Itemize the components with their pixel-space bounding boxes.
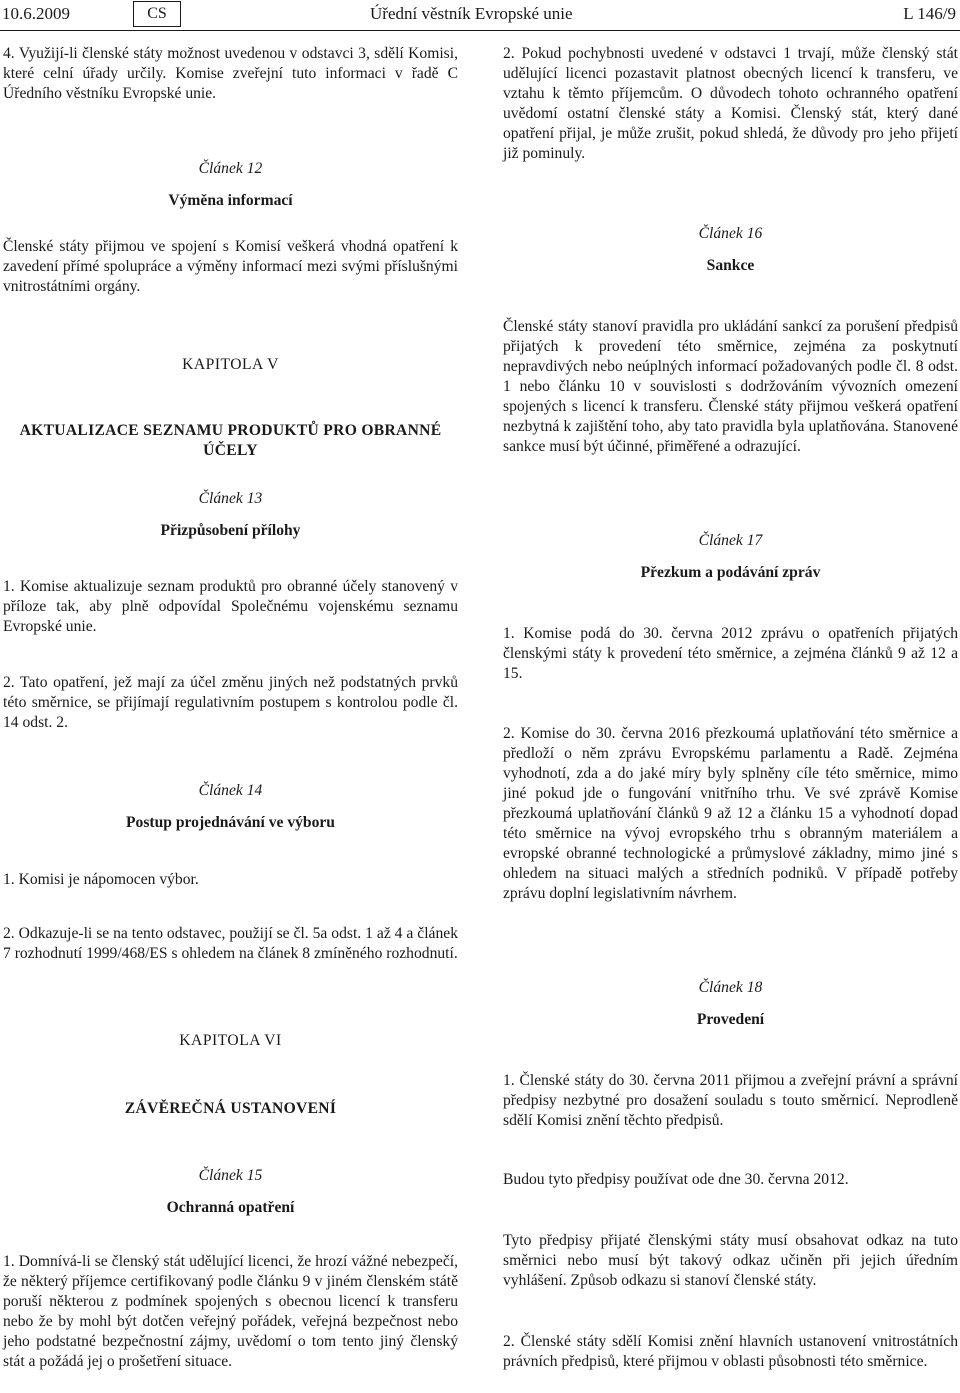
chapter-5-title: AKTUALIZACE SEZNAMU PRODUKTŮ PRO OBRANNÉ ÚČELY <box>19 422 442 459</box>
article-17-number: Článek 17 <box>698 532 763 549</box>
article-14-title: Postup projednávání ve výboru <box>126 814 335 831</box>
article-15-paragraph-2: 2. Pokud pochybnosti uvedené v odstavci 1 trvají, může členský stát udělující licenci pozastavit platnost obecných licencí k transferu, ve vztahu k těmto příjemcům. O důvodech tohoto ochranného opatření uvědomí ostatní členské státy a Komisi. Členský stát, který dané opatření přijal, je může zrušit, pokud shledá, že důvody pro jeho přijetí již pominuly. <box>503 45 958 162</box>
article-18-title: Provedení <box>696 1011 765 1028</box>
article-13-paragraph-1: 1. Komise aktualizuje seznam produktů pro obranné účely stanovený v příloze tak, aby plně odpovídal Společnému vojenskému seznamu Evropské unie. <box>3 578 458 635</box>
article-18-paragraph-2: 2. Členské státy sdělí Komisi znění hlavních ustanovení vnitrostátních právních předpisů, které přijmou v oblasti působnosti této směrnice. <box>503 1333 958 1370</box>
language-code-box: CS <box>133 1 181 27</box>
header-divider <box>0 30 960 31</box>
article-13-number: Článek 13 <box>198 490 263 507</box>
article-14-number: Článek 14 <box>198 782 263 799</box>
chapter-5-number: KAPITOLA V <box>182 356 279 373</box>
art11-paragraph-4: 4. Využijí-li členské státy možnost uvedenou v odstavci 3, sdělí Komisi, které celní úřady určily. Komise zveřejní tuto informaci v řadě C Úředního věstníku Evropské unie. <box>3 45 458 102</box>
article-18-number: Článek 18 <box>698 979 763 996</box>
article-15-paragraph-1: 1. Domnívá-li se členský stát udělující licenci, že hrozí vážné nebezpečí, že některý příjemce certifikovaný podle článku 9 v jiném členském státě poruší některou z podmínek spojených s obecnou licencí k transferu nebo že by mohl být dotčen veřejný pořádek, veřejná bezpečnost nebo jeho podstatné bezpečnostní zájmy, uvědomí o tom tento jiný členský stát a požádá jej o prošetření situace. <box>3 1253 458 1370</box>
article-13-paragraph-2: 2. Tato opatření, jež mají za účel změnu jiných než podstatných prvků této směrnice, se přijímají regulativním postupem s kontrolou podle čl. 14 odst. 2. <box>3 674 458 731</box>
publication-date: 10.6.2009 <box>2 4 70 23</box>
article-17-paragraph-2: 2. Komise do 30. června 2016 přezkoumá uplatňování této směrnice a předloží o něm zprávu Evropskému parlamentu a Radě. Zejména vyhodnotí, zda a do jaké míry byly splněny cíle této směrnice, mimo jiné pokud jde o fungování vnitřního trhu. Ve své zprávě Komise přezkoumá uplatňování článků 9 až 12 a článku 15 a vyhodnotí dopad této směrnice na vývoj evropského trhu s obranným materiálem a evropské obranné technologické a průmyslové základny, mimo jiné s ohledem na situaci malých a středních podniků. V případě potřeby zprávu doplní legislativním návrhem. <box>503 725 958 902</box>
article-12-text: Členské státy přijmou ve spojení s Komisí veškerá vhodná opatření k zavedení přímé spolupráce a výměny informací mezi svými příslušnými vnitrostátními orgány. <box>3 238 458 295</box>
page-header <box>0 0 960 34</box>
article-15-number: Článek 15 <box>198 1167 263 1184</box>
article-17-paragraph-1: 1. Komise podá do 30. června 2012 zprávu o opatřeních přijatých členskými státy k provedení této směrnice, a zejména článků 9 až 12 a 15. <box>503 625 958 682</box>
article-18-paragraph-1-sub-a: Budou tyto předpisy používat ode dne 30. června 2012. <box>503 1171 849 1188</box>
article-17-title: Přezkum a podávání zpráv <box>640 564 821 581</box>
article-16-text: Členské státy stanoví pravidla pro ukládání sankcí za porušení předpisů přijatých k provedení této směrnice, zejména za poskytnutí nepravdivých nebo neúplných informací požadovaných podle čl. 8 odst. 1 nebo článku 10 v souvislosti s dodržováním vývozních omezení spojených s licencí k transferu. Členské státy přijmou veškerá opatření nezbytná k zajištění toho, aby tato pravidla byla uplatňována. Stanovené sankce musí být účinné, přiměřené a odrazující. <box>503 318 958 455</box>
article-18-paragraph-1-sub-b: Tyto předpisy přijaté členskými státy musí obsahovat odkaz na tuto směrnici nebo musí být takový odkaz učiněn při jejich úředním vyhlášení. Způsob odkazu si stanoví členské státy. <box>503 1232 958 1289</box>
journal-title: Úřední věstník Evropské unie <box>370 4 573 23</box>
article-12-number: Článek 12 <box>198 160 263 177</box>
article-15-title: Ochranná opatření <box>166 1199 295 1216</box>
article-12-title: Výměna informací <box>168 192 293 209</box>
article-13-title: Přizpůsobení přílohy <box>160 522 301 539</box>
article-16-number: Článek 16 <box>698 225 763 242</box>
article-14-paragraph-1: 1. Komisi je nápomocen výbor. <box>3 871 199 888</box>
article-16-title: Sankce <box>706 257 755 274</box>
chapter-6-number: KAPITOLA VI <box>179 1032 282 1049</box>
chapter-6-title: ZÁVĚREČNÁ USTANOVENÍ <box>124 1100 337 1117</box>
article-14-paragraph-2: 2. Odkazuje-li se na tento odstavec, použijí se čl. 5a odst. 1 až 4 a článek 7 rozhodnutí 1999/468/ES s ohledem na článek 8 zmíněného rozhodnutí. <box>3 925 458 962</box>
article-18-paragraph-1: 1. Členské státy do 30. června 2011 přijmou a zveřejní právní a správní předpisy nezbytné pro dosažení souladu s touto směrnicí. Neprodleně sdělí Komisi znění těchto předpisů. <box>503 1072 958 1129</box>
page-reference: L 146/9 <box>903 4 956 23</box>
